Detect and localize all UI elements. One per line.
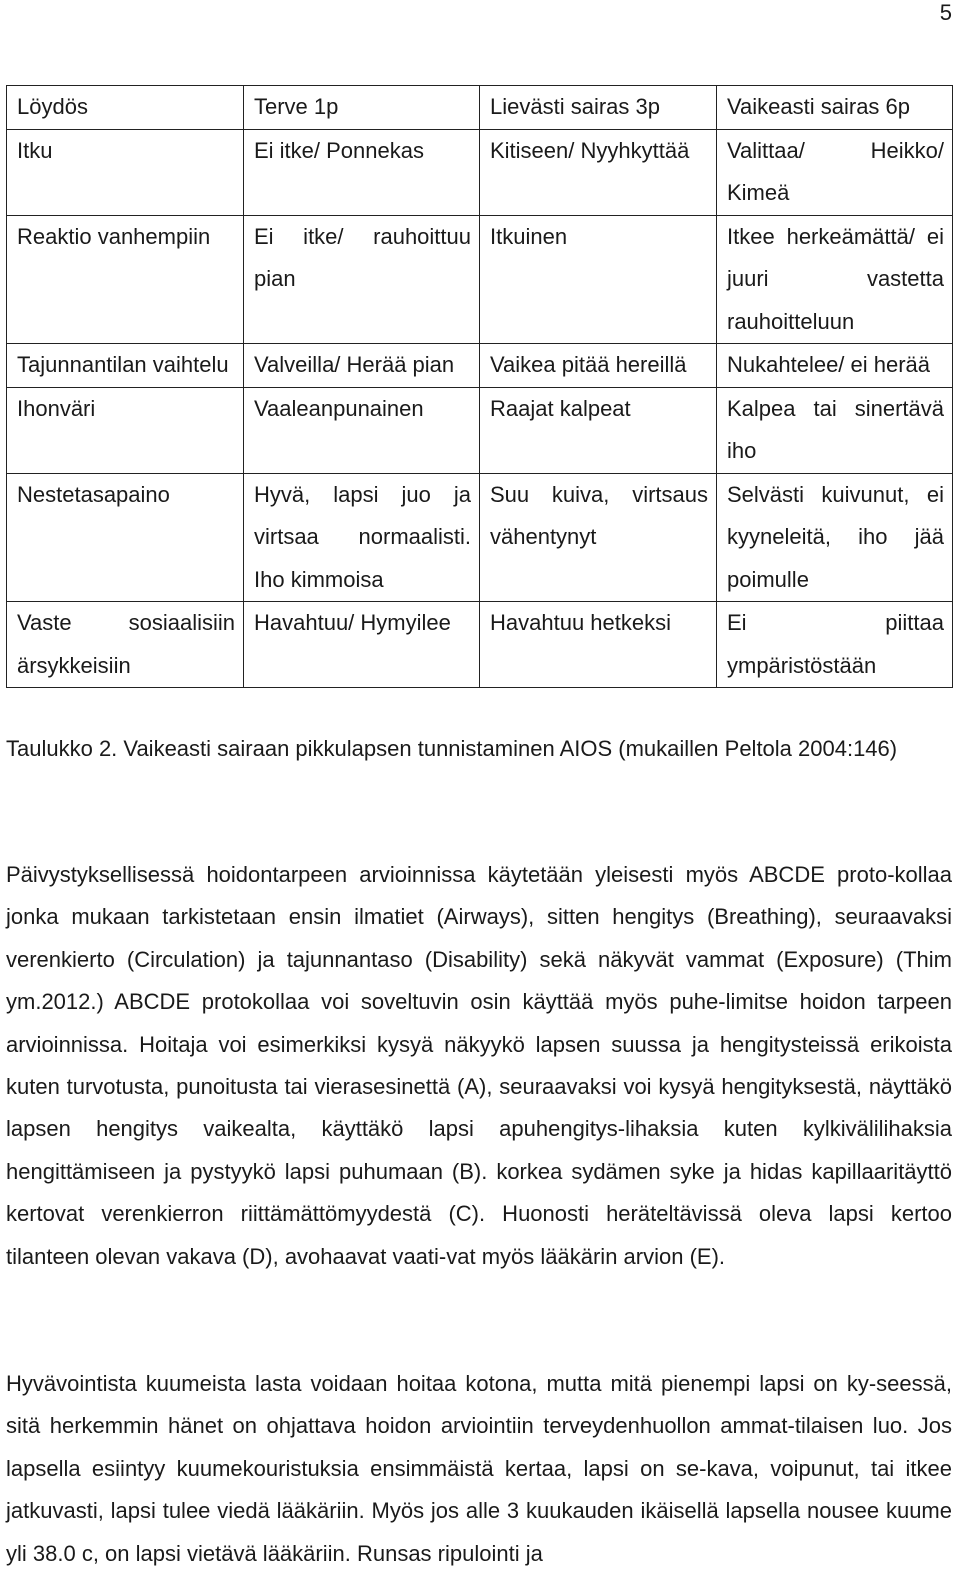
table-cell: Itkee herkeämättä/ ei juuri vastetta rauhoitteluun xyxy=(717,215,953,344)
table-cell: Vaaleanpunainen xyxy=(244,387,480,473)
header-cell: Löydös xyxy=(7,86,244,130)
table-row xyxy=(7,602,953,688)
table-header-row xyxy=(7,86,953,130)
table-cell: Valveilla/ Herää pian xyxy=(244,344,480,388)
table-row xyxy=(7,129,953,215)
table-row xyxy=(7,387,953,473)
page-number: 5 xyxy=(939,0,952,25)
table-cell: Suu kuiva, virtsaus vähentynyt xyxy=(480,473,717,602)
table-cell: Kalpea tai sinertävä iho xyxy=(717,387,953,473)
table-cell: Nukahtelee/ ei herää xyxy=(717,344,953,388)
table-row xyxy=(7,344,953,388)
table-cell: Vaste sosiaalisiin ärsykkeisiin xyxy=(7,602,244,688)
table-cell: Itku xyxy=(7,129,244,215)
table-cell: Nestetasapaino xyxy=(7,473,244,602)
body-paragraph: Päivystyksellisessä hoidontarpeen arvioinnissa käytetään yleisesti myös ABCDE proto-kollaa jonka mukaan tarkistetaan ensin ilmatiet (Airways), sitten hengitys (Breathing), seuraavaksi verenkierto (Circulation) ja tajunnantaso (Disability) sekä näkyvät vammat (Exposure) (Thim ym.2012.) ABCDE protokollaa voi soveltuvin osin käyttää myös puhe-limitse hoidon tarpeen arvioinnissa. Hoitaja voi esimerkiksi kysyä näkyykö lapsen suussa ja hengitysteissä erikoista kuten turvotusta, punoitusta tai vierasesinettä (A), seuraavaksi voi kysyä hengityksestä, näyttäkö lapsen hengitys vaikealta, käyttäkö lapsi apuhengitys-lihaksia kuten kylkivälilihaksia hengittämiseen ja pystyykö lapsi puhumaan (B). korkea sydämen syke ja hidas kapillaaritäyttö kertovat verenkierron riittämättömyydestä (C). Huonosti heräteltävissä oleva lapsi kertoo tilanteen olevan vakava (D), avohaavat vaati-vat myös lääkärin arvion (E). xyxy=(6,862,952,1269)
table-cell: Havahtuu/ Hymyilee xyxy=(244,602,480,688)
table-cell: Vaikea pitää hereillä xyxy=(480,344,717,388)
table-cell: Reaktio vanhempiin xyxy=(7,215,244,344)
table-row xyxy=(7,215,953,344)
table-cell: Itkuinen xyxy=(480,215,717,344)
body-paragraph: Hyvävointista kuumeista lasta voidaan hoitaa kotona, mutta mitä pienempi lapsi on ky-seessä, sitä herkemmin hänet on ohjattava hoidon arviointiin terveydenhuollon ammat-tilaisen luo. Jos lapsella esiintyy kuumekouristuksia ensimmäistä kertaa, lapsi on se-kava, voipunut, tai itkee jatkuvasti, lapsi tulee viedä lääkäriin. Myös jos alle 3 kuukauden ikäisellä lapsella nousee kuume yli 38.0 c, on lapsi vietävä lääkäriin. Runsas ripulointi ja xyxy=(6,1371,952,1566)
table-cell: Ihonväri xyxy=(7,387,244,473)
table-cell: Valittaa/ Heikko/ Kimeä xyxy=(717,129,953,215)
table-cell: Kitiseen/ Nyyhkyttää xyxy=(480,129,717,215)
table-cell: Tajunnantilan vaihtelu xyxy=(7,344,244,388)
table-row xyxy=(7,473,953,602)
assessment-table xyxy=(6,85,953,688)
header-cell: Terve 1p xyxy=(244,86,480,130)
table-cell: Ei piittaa ympäristöstään xyxy=(717,602,953,688)
table-cell: Ei itke/ Ponnekas xyxy=(244,129,480,215)
table-cell: Raajat kalpeat xyxy=(480,387,717,473)
table-cell: Selvästi kuivunut, ei kyyneleitä, iho jää poimulle xyxy=(717,473,953,602)
header-cell: Vaikeasti sairas 6p xyxy=(717,86,953,130)
table-cell: Havahtuu hetkeksi xyxy=(480,602,717,688)
header-cell: Lievästi sairas 3p xyxy=(480,86,717,130)
table-cell: Hyvä, lapsi juo ja virtsaa normaalisti. Iho kimmoisa xyxy=(244,473,480,602)
table-caption: Taulukko 2. Vaikeasti sairaan pikkulapsen tunnistaminen AIOS (mukaillen Peltola 2004:146) xyxy=(6,736,898,761)
table-cell: Ei itke/ rauhoittuu pian xyxy=(244,215,480,344)
